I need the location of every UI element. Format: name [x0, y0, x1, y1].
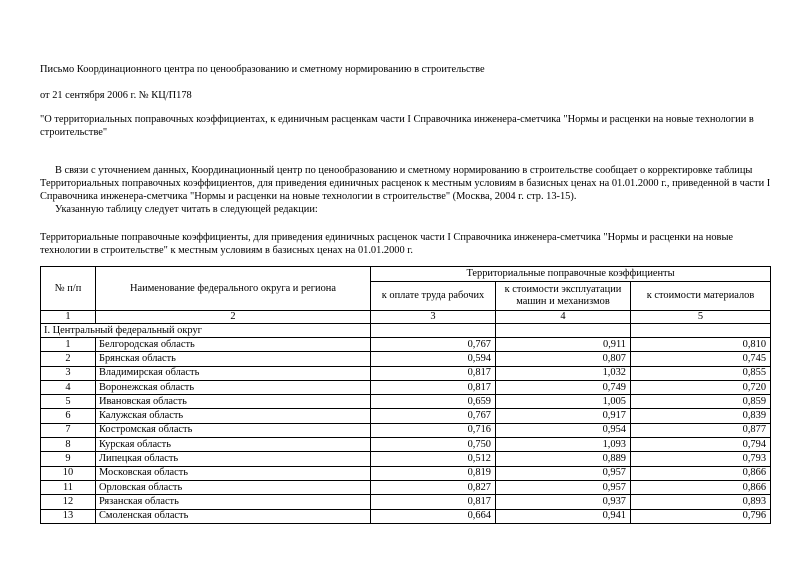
row-labor-coef: 0,817	[371, 380, 496, 394]
header-materials: к стоимости материалов	[631, 282, 771, 311]
row-region-name: Воронежская область	[96, 380, 371, 394]
row-labor-coef: 0,827	[371, 480, 496, 494]
row-labor-coef: 0,664	[371, 509, 496, 523]
row-number: 4	[41, 380, 96, 394]
row-region-name: Владимирская область	[96, 366, 371, 380]
row-materials-coef: 0,893	[631, 495, 771, 509]
row-machines-coef: 1,005	[496, 395, 631, 409]
column-index: 3	[371, 311, 496, 324]
table-row	[41, 409, 771, 423]
row-machines-coef: 0,889	[496, 452, 631, 466]
row-number: 3	[41, 366, 96, 380]
row-machines-coef: 1,032	[496, 366, 631, 380]
table-row	[41, 352, 771, 366]
table-row	[41, 466, 771, 480]
body-paragraph-1: В связи с уточнением данных, Координационный центр по ценообразованию и сметному нормированию в строительстве сообщает о корректировке таблицы Территориальных поправочных коэффициентов, для приведения единичных расценок к местным условиям в базисных ценах на 01.01.2000 г., приведенной в части I Справочника инженера-сметчика "Нормы и расценки на новые технологии в строительстве" (Москва, 2004 г. стр. 13-15).	[40, 165, 771, 202]
row-region-name: Костромская область	[96, 423, 371, 437]
table-row	[41, 423, 771, 437]
row-machines-coef: 0,954	[496, 423, 631, 437]
row-region-name: Рязанская область	[96, 495, 371, 509]
header-machines: к стоимости эксплуатации машин и механизмов	[496, 282, 631, 311]
row-region-name: Липецкая область	[96, 452, 371, 466]
row-region-name: Смоленская область	[96, 509, 371, 523]
row-materials-coef: 0,796	[631, 509, 771, 523]
row-labor-coef: 0,659	[371, 395, 496, 409]
row-region-name: Курская область	[96, 438, 371, 452]
row-materials-coef: 0,720	[631, 380, 771, 394]
letter-title: Письмо Координационного центра по ценообразованию и сметному нормированию в строительстве	[40, 64, 485, 75]
letter-date: от 21 сентября 2006 г. № КЦ/П178	[40, 90, 192, 101]
row-region-name: Ивановская область	[96, 395, 371, 409]
row-materials-coef: 0,745	[631, 352, 771, 366]
row-materials-coef: 0,866	[631, 466, 771, 480]
row-labor-coef: 0,750	[371, 438, 496, 452]
letter-subject: "О территориальных поправочных коэффициентах, к единичным расценкам части I Справочника инженера-сметчика "Нормы и расценки на новые технологии в строительстве"	[40, 114, 754, 138]
row-number: 13	[41, 509, 96, 523]
header-num: № п/п	[41, 267, 96, 311]
header-region-name: Наименование федерального округа и региона	[96, 267, 371, 311]
table-row	[41, 380, 771, 394]
row-labor-coef: 0,512	[371, 452, 496, 466]
table-row	[41, 338, 771, 352]
table-row	[41, 366, 771, 380]
row-materials-coef: 0,839	[631, 409, 771, 423]
row-number: 10	[41, 466, 96, 480]
row-number: 8	[41, 438, 96, 452]
row-machines-coef: 0,911	[496, 338, 631, 352]
row-materials-coef: 0,877	[631, 423, 771, 437]
coefficients-table	[40, 266, 771, 524]
table-row	[41, 495, 771, 509]
row-number: 7	[41, 423, 96, 437]
column-index: 2	[96, 311, 371, 324]
row-region-name: Орловская область	[96, 480, 371, 494]
table-caption: Территориальные поправочные коэффициенты, для приведения единичных расценок части I Справочника инженера-сметчика "Нормы и расценки на новые технологии в строительстве" к местным условиям в базисных ценах на 01.01.2000 г.	[40, 232, 734, 256]
row-number: 9	[41, 452, 96, 466]
section-title: I. Центральный федеральный округ	[41, 324, 371, 338]
row-machines-coef: 0,941	[496, 509, 631, 523]
row-labor-coef: 0,716	[371, 423, 496, 437]
row-number: 5	[41, 395, 96, 409]
row-machines-coef: 1,093	[496, 438, 631, 452]
row-number: 2	[41, 352, 96, 366]
column-index: 1	[41, 311, 96, 324]
row-machines-coef: 0,917	[496, 409, 631, 423]
row-materials-coef: 0,855	[631, 366, 771, 380]
row-region-name: Московская область	[96, 466, 371, 480]
header-coefficients-group: Территориальные поправочные коэффициенты	[371, 267, 771, 282]
row-labor-coef: 0,817	[371, 366, 496, 380]
row-number: 6	[41, 409, 96, 423]
row-materials-coef: 0,793	[631, 452, 771, 466]
table-row	[41, 438, 771, 452]
row-machines-coef: 0,957	[496, 466, 631, 480]
row-machines-coef: 0,957	[496, 480, 631, 494]
row-labor-coef: 0,594	[371, 352, 496, 366]
header-labor: к оплате труда рабочих	[371, 282, 496, 311]
column-index: 4	[496, 311, 631, 324]
row-region-name: Белгородская область	[96, 338, 371, 352]
section-empty-cell	[496, 324, 631, 338]
table-row	[41, 395, 771, 409]
row-number: 11	[41, 480, 96, 494]
row-materials-coef: 0,859	[631, 395, 771, 409]
row-machines-coef: 0,937	[496, 495, 631, 509]
body-paragraph-2: Указанную таблицу следует читать в следующей редакции:	[55, 204, 318, 215]
row-number: 1	[41, 338, 96, 352]
table-row	[41, 452, 771, 466]
row-materials-coef: 0,794	[631, 438, 771, 452]
section-empty-cell	[371, 324, 496, 338]
section-empty-cell	[631, 324, 771, 338]
row-machines-coef: 0,807	[496, 352, 631, 366]
row-materials-coef: 0,810	[631, 338, 771, 352]
row-labor-coef: 0,817	[371, 495, 496, 509]
column-index: 5	[631, 311, 771, 324]
row-region-name: Брянская область	[96, 352, 371, 366]
table-row	[41, 509, 771, 523]
letter-body	[40, 164, 772, 216]
row-machines-coef: 0,749	[496, 380, 631, 394]
row-labor-coef: 0,767	[371, 338, 496, 352]
row-materials-coef: 0,866	[631, 480, 771, 494]
table-row	[41, 480, 771, 494]
row-labor-coef: 0,819	[371, 466, 496, 480]
row-labor-coef: 0,767	[371, 409, 496, 423]
row-region-name: Калужская область	[96, 409, 371, 423]
row-number: 12	[41, 495, 96, 509]
